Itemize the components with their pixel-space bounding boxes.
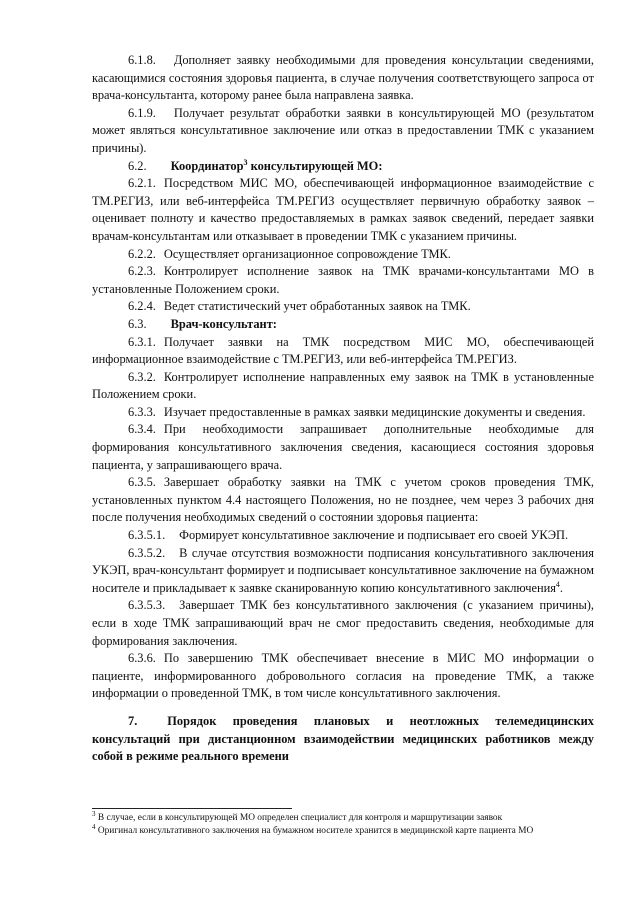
item-6-3-6: 6.3.6. По завершению ТМК обеспечивает внесение в МИС МО информации о пациенте, информированного добровольного согласия на проведение ТМК, а также информации о проведенной ТМК, в том числе консультативного заключения. [92, 651, 594, 701]
footnotes [92, 809, 594, 838]
footnote-3: $^3$ В случае, если в консультирующей МО определен специалист для контроля и маршрутизации заявок [92, 809, 503, 823]
item-6-3-5: 6.3.5. Завершает обработку заявки на ТМК с учетом сроков проведения ТМК, установленных пунктом 4.4 настоящего Положения, но не позднее, чем через 3 рабочих дня после получения необходимых сведений о состоянии здоровья пациента: [92, 475, 594, 525]
item-6-3-3: 6.3.3. Изучает предоставленные в рамках заявки медицинские документы и сведения. [128, 404, 586, 419]
item-6-2-3: 6.2.3. Контролирует исполнение заявок на ТМК врачами-консультантами МО в установленные Положением сроки. [92, 264, 594, 296]
item-6-3-heading: 6.3. Врач-консультант: [128, 316, 277, 331]
item-6-3-5-1: 6.3.5.1. Формирует консультативное заключение и подписывает его своей УКЭП. [128, 528, 569, 543]
item-6-2-1: 6.2.1. Посредством МИС МО, обеспечивающей информационное взаимодействие с ТМ.РЕГИЗ, или веб-интерфейса ТМ.РЕГИЗ осуществляет первичную обработку заявок – оценивает полноту и качество предоставляемых в рамках заявок сведений, передает заявки врачам-консультантам или отказывает в проведении ТМК с указанием причины. [92, 176, 594, 243]
item-6-2-4: 6.2.4. Ведет статистический учет обработанных заявок на ТМК. [128, 299, 471, 314]
item-6-1-9: 6.1.9. Получает результат обработки заявки в консультирующей МО (результатом может являться консультативное заключение или отказ в предоставлении ТМК с указанием причины). [92, 105, 594, 155]
footnote-ref-3: 3 [243, 157, 248, 167]
item-6-1-8: 6.1.8. Дополняет заявку необходимыми для проведения консультации сведениями, касающимися состояния здоровья пациента, в случае получения соответствующего запроса от врача-консультанта, которому ранее была направлена заявка. [92, 53, 594, 103]
footnote-divider [92, 808, 292, 809]
item-6-3-1: 6.3.1. Получает заявки на ТМК посредством МИС МО, обеспечивающей информационное взаимодействие с ТМ.РЕГИЗ, или веб-интерфейса ТМ.РЕГИЗ. [92, 334, 594, 367]
item-6-2-2: 6.2.2. Осуществляет организационное сопровождение ТМК. [128, 246, 451, 261]
footnote-ref-4: 4 [555, 579, 560, 589]
item-6-3-5-3: 6.3.5.3. Завершает ТМК без консультативного заключения (с указанием причины), если в ходе ТМК запрашивающий врач не смог предоставить сведения, необходимые для формирования заключения. [92, 598, 594, 648]
item-6-3-4: 6.3.4. При необходимости запрашивает дополнительные необходимые для формирования консультативного заключения сведения, касающиеся состояния здоровья пациента, у запрашивающего врача. [92, 422, 594, 472]
section-7-heading: 7. Порядок проведения плановых и неотложных телемедицинских консультаций при дистанционном взаимодействии медицинских работников между собой в режиме реального времени [92, 713, 594, 764]
footnote-4: $^4$ Оригинал консультативного заключения на бумажном носителе хранится в медицинской карте пациента МО [92, 822, 534, 836]
item-6-3-2: 6.3.2. Контролирует исполнение направленных ему заявок на ТМК в установленные Положением сроки. [92, 369, 594, 402]
document-body [92, 52, 594, 778]
item-6-2-heading: 6.2. Координатор$^3$ консультирующей МО: [128, 157, 383, 173]
item-6-3-5-2: 6.3.5.2. В случае отсутствия возможности подписания консультативного заключения УКЭП, врач-консультант формирует и подписывает консультативное заключение на бумажном носителе и прикладывает к заявке сканированную копию консультативного заключения$^4$. [92, 545, 594, 595]
